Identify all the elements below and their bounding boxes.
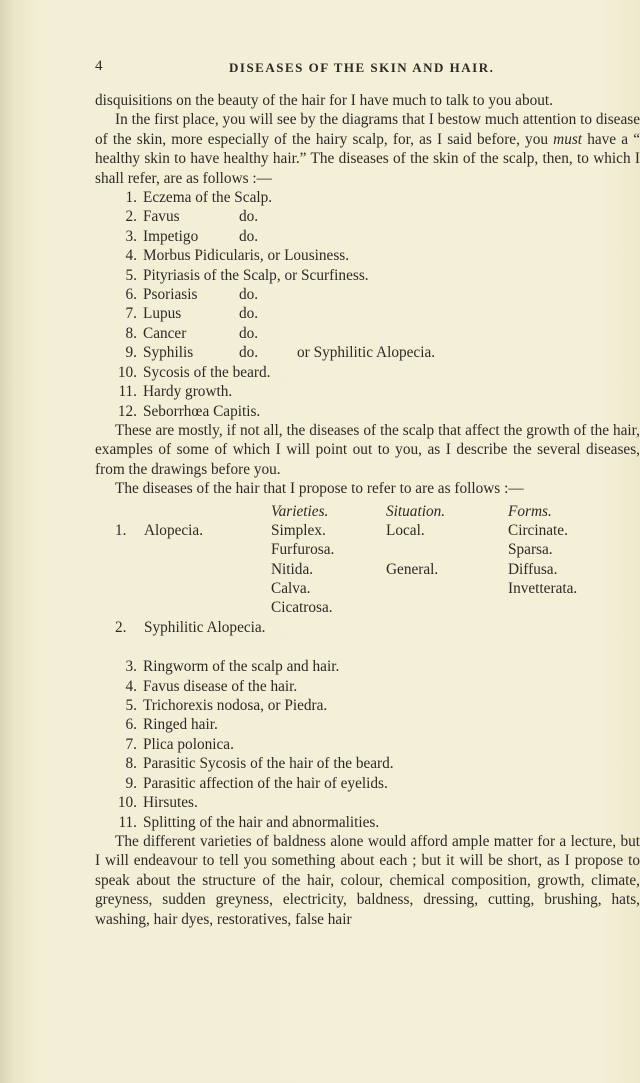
item-name: Eczema of the Scalp.	[143, 189, 273, 207]
item-number: 7.	[125, 305, 137, 323]
item-number: 8.	[125, 324, 137, 342]
item-number: 5.	[125, 266, 137, 284]
cell-variety: Nitida.	[271, 560, 314, 578]
item-number: 3.	[125, 227, 137, 245]
list-item	[95, 813, 640, 832]
item-name: Seborrhœa Capitis.	[143, 402, 261, 420]
table-row	[95, 540, 640, 559]
running-title: DISEASES OF THE SKIN AND HAIR.	[229, 60, 495, 75]
cell-variety: Furfurosa.	[271, 541, 335, 559]
cell-disease: Syphilitic Alopecia.	[144, 618, 266, 636]
cell-disease: Alopecia.	[144, 521, 204, 539]
item-number: 6.	[125, 716, 137, 734]
table-row	[95, 598, 640, 617]
item-name: Syphilis	[143, 344, 194, 362]
item-ditto: do.	[239, 324, 259, 342]
cell-situation: Local.	[386, 521, 425, 539]
item-text: Splitting of the hair and abnormalities.	[143, 813, 380, 831]
list-item	[95, 324, 640, 343]
item-name: Lupus	[143, 305, 182, 323]
table-row	[95, 618, 640, 637]
scalp-disease-list	[95, 188, 640, 421]
item-ditto: do.	[239, 344, 259, 362]
list-item	[95, 696, 640, 715]
item-number: 11.	[118, 813, 137, 831]
item-name: Impetigo	[143, 227, 199, 245]
list-item	[95, 754, 640, 773]
cell-situation: General.	[386, 560, 439, 578]
item-ditto: do.	[239, 286, 259, 304]
spacer	[95, 637, 640, 657]
list-item	[95, 774, 640, 793]
table-header-row	[95, 502, 640, 521]
item-number: 3.	[125, 658, 137, 676]
item-text: Parasitic affection of the hair of eyelids.	[143, 774, 388, 792]
list-item	[95, 246, 640, 265]
list-item	[95, 735, 640, 754]
table-body	[95, 521, 640, 637]
alopecia-table	[95, 502, 640, 638]
item-number: 10.	[117, 794, 137, 812]
list-item	[95, 363, 640, 382]
item-text: Hirsutes.	[143, 794, 198, 812]
item-number: 9.	[125, 344, 137, 362]
item-number: 8.	[125, 755, 137, 773]
table-row	[95, 579, 640, 598]
item-ditto: do.	[239, 305, 259, 323]
cell-form: Circinate.	[508, 521, 568, 539]
cell-form: Sparsa.	[508, 541, 553, 559]
item-number: 4.	[125, 247, 137, 265]
list-item	[95, 793, 640, 812]
item-extra: or Syphilitic Alopecia.	[297, 344, 436, 362]
table-row	[95, 560, 640, 579]
item-text: Parasitic Sycosis of the hair of the beard.	[143, 755, 394, 773]
item-name: Psoriasis	[143, 286, 198, 304]
item-name: Cancer	[143, 324, 187, 342]
item-number: 4.	[125, 677, 137, 695]
item-name: Hardy growth.	[143, 383, 233, 401]
item-number: 11.	[118, 383, 137, 401]
item-name: Favus	[143, 208, 180, 226]
cell-variety: Calva.	[271, 580, 311, 598]
cell-variety: Cicatrosa.	[271, 599, 333, 617]
list-item	[95, 677, 640, 696]
item-number: 5.	[125, 697, 137, 715]
list-item	[95, 188, 640, 207]
table-row	[95, 521, 640, 540]
list-item	[95, 402, 640, 421]
item-text: Ringworm of the scalp and hair.	[143, 658, 340, 676]
item-ditto: do.	[239, 227, 259, 245]
item-number: 6.	[125, 286, 137, 304]
item-number: 10.	[117, 363, 137, 381]
list-item	[95, 715, 640, 734]
paragraph-hair-intro: The diseases of the hair that I propose to refer to are as follows :—	[115, 480, 524, 498]
paragraph-continuation: disquisitions on the beauty of the hair for I have much to talk to you about.	[95, 92, 553, 109]
cell-form: Invetterata.	[508, 580, 578, 598]
hair-disease-list	[95, 657, 640, 832]
item-number: 7.	[125, 735, 137, 753]
list-item	[95, 382, 640, 401]
list-item	[95, 657, 640, 676]
item-number: 1.	[125, 189, 137, 207]
cell-variety: Simplex.	[271, 521, 326, 539]
item-name: Sycosis of the beard.	[143, 363, 271, 381]
header-situation: Situation.	[386, 502, 446, 520]
item-number: 9.	[125, 774, 137, 792]
paragraph-scalp-intro: In the first place, you will see by the diagrams that I bestow much attention to disease of the skin, more especially of the hairy scalp, for, as I said before, you must have a “ healthy skin to have healthy hair.” The diseases of the skin of the scalp, then, to which I shall refer, are as follows :—	[95, 111, 640, 187]
list-item	[95, 266, 640, 285]
list-item	[95, 227, 640, 246]
list-item	[95, 343, 640, 362]
paragraph-closing: The different varieties of baldness alone would afford ample matter for a lecture, but I will endeavour to tell you something about each ; but it will be short, as I propose to speak about the structure of the hair, colour, chemical composition, growth, climate, greyness, sudden greyness, electricity, baldness, dressing, cutting, brushing, hats, washing, hair dyes, restoratives, false hair	[95, 832, 640, 928]
list-item	[95, 207, 640, 226]
item-number: 12.	[117, 402, 137, 420]
header-forms: Forms.	[508, 502, 552, 520]
cell-number: 1.	[115, 521, 127, 539]
list-item	[95, 304, 640, 323]
item-number: 2.	[125, 208, 137, 226]
item-text: Favus disease of the hair.	[143, 677, 298, 695]
header-varieties: Varieties.	[271, 502, 329, 520]
item-text: Ringed hair.	[143, 716, 218, 734]
item-text: Plica polonica.	[143, 735, 234, 753]
item-text: Trichorexis nodosa, or Piedra.	[143, 697, 328, 715]
page-body	[95, 91, 640, 929]
item-name: Morbus Pidicularis, or Lousiness.	[143, 247, 350, 265]
paragraph-summary: These are mostly, if not all, the diseases of the scalp that affect the growth of the hair, examples of some of which I will point out to you, as I describe the several diseases, from the drawings before you.	[95, 421, 640, 478]
cell-number: 2.	[115, 618, 127, 636]
running-header	[95, 58, 620, 80]
cell-form: Diffusa.	[508, 560, 558, 578]
page-number: 4	[95, 58, 104, 74]
emphasis-must: must	[553, 130, 583, 148]
item-name: Pityriasis of the Scalp, or Scurfiness.	[143, 266, 369, 284]
list-item	[95, 285, 640, 304]
item-ditto: do.	[239, 208, 259, 226]
